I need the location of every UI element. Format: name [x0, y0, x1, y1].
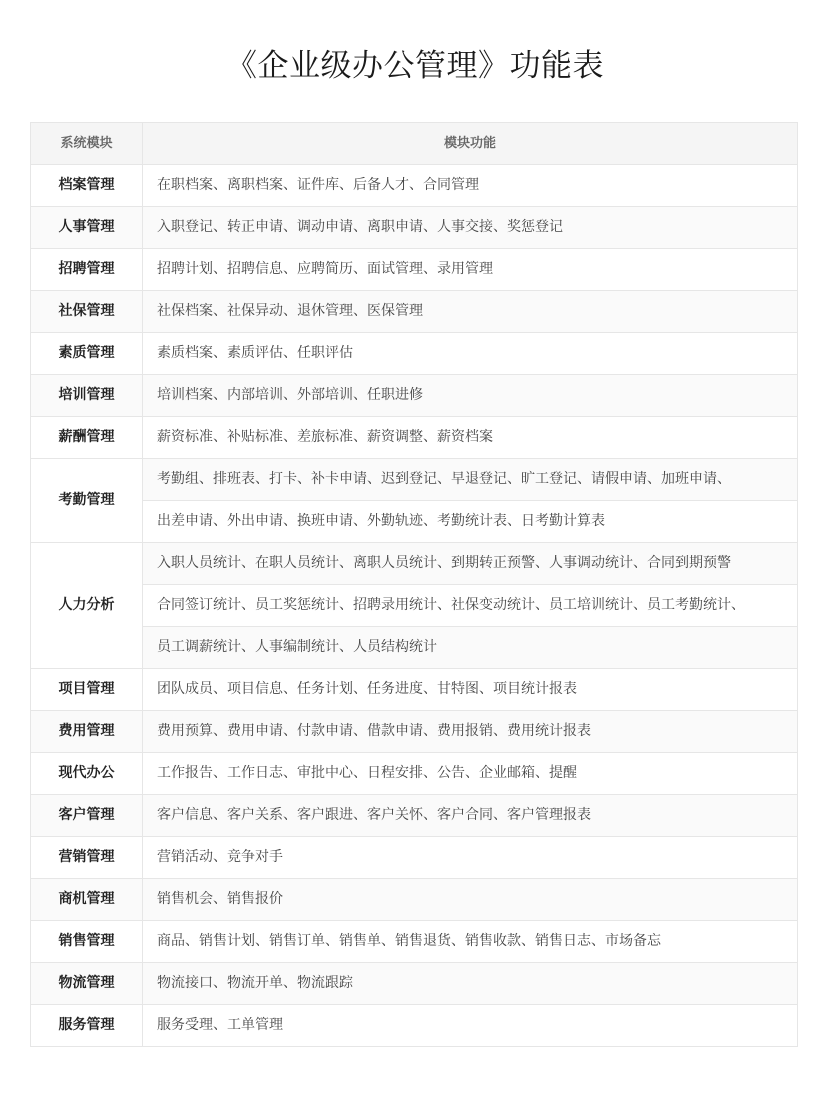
module-name-cell: 招聘管理: [31, 249, 143, 291]
module-function-cell: 客户信息、客户关系、客户跟进、客户关怀、客户合同、客户管理报表: [143, 795, 798, 837]
module-function-cell: 素质档案、素质评估、任职评估: [143, 333, 798, 375]
column-header-function: 模块功能: [143, 123, 798, 165]
module-name-cell: 人力分析: [31, 543, 143, 669]
table-row: [31, 921, 798, 963]
module-function-cell: 在职档案、离职档案、证件库、后备人才、合同管理: [143, 165, 798, 207]
module-name-cell: 培训管理: [31, 375, 143, 417]
module-name-cell: 物流管理: [31, 963, 143, 1005]
module-function-cell: 培训档案、内部培训、外部培训、任职进修: [143, 375, 798, 417]
module-name-cell: 现代办公: [31, 753, 143, 795]
table-row: [31, 711, 798, 753]
module-name-cell: 客户管理: [31, 795, 143, 837]
table-header-row: [31, 123, 798, 165]
table-row: [31, 459, 798, 501]
table-row: [31, 375, 798, 417]
module-function-cell: 薪资标准、补贴标准、差旅标准、薪资调整、薪资档案: [143, 417, 798, 459]
module-name-cell: 商机管理: [31, 879, 143, 921]
module-function-cell: 工作报告、工作日志、审批中心、日程安排、公告、企业邮箱、提醒: [143, 753, 798, 795]
module-function-cell: 入职人员统计、在职人员统计、离职人员统计、到期转正预警、人事调动统计、合同到期预警: [143, 543, 798, 585]
table-row: [31, 879, 798, 921]
module-function-cell: 物流接口、物流开单、物流跟踪: [143, 963, 798, 1005]
module-function-cell: 销售机会、销售报价: [143, 879, 798, 921]
module-function-cell: 费用预算、费用申请、付款申请、借款申请、费用报销、费用统计报表: [143, 711, 798, 753]
module-function-cell: 入职登记、转正申请、调动申请、离职申请、人事交接、奖惩登记: [143, 207, 798, 249]
table-row: [31, 333, 798, 375]
table-row: [31, 963, 798, 1005]
module-function-cell: 出差申请、外出申请、换班申请、外勤轨迹、考勤统计表、日考勤计算表: [143, 501, 798, 543]
module-name-cell: 销售管理: [31, 921, 143, 963]
module-name-cell: 档案管理: [31, 165, 143, 207]
module-name-cell: 项目管理: [31, 669, 143, 711]
module-function-cell: 团队成员、项目信息、任务计划、任务进度、甘特图、项目统计报表: [143, 669, 798, 711]
table-row: [31, 207, 798, 249]
module-function-cell: 社保档案、社保异动、退休管理、医保管理: [143, 291, 798, 333]
module-name-cell: 营销管理: [31, 837, 143, 879]
table-row: [31, 669, 798, 711]
table-row: [31, 837, 798, 879]
module-function-cell: 服务受理、工单管理: [143, 1005, 798, 1047]
module-function-cell: 合同签订统计、员工奖惩统计、招聘录用统计、社保变动统计、员工培训统计、员工考勤统计、: [143, 585, 798, 627]
module-function-cell: 员工调薪统计、人事编制统计、人员结构统计: [143, 627, 798, 669]
table-row: [31, 249, 798, 291]
module-name-cell: 人事管理: [31, 207, 143, 249]
table-row: [31, 795, 798, 837]
table-row: [31, 627, 798, 669]
module-function-cell: 商品、销售计划、销售订单、销售单、销售退货、销售收款、销售日志、市场备忘: [143, 921, 798, 963]
module-name-cell: 服务管理: [31, 1005, 143, 1047]
module-function-cell: 招聘计划、招聘信息、应聘简历、面试管理、录用管理: [143, 249, 798, 291]
page-title: 《企业级办公管理》功能表: [226, 48, 604, 84]
module-name-cell: 薪酬管理: [31, 417, 143, 459]
table-row: [31, 417, 798, 459]
module-name-cell: 费用管理: [31, 711, 143, 753]
table-row: [31, 1005, 798, 1047]
function-table: [30, 122, 798, 1047]
module-function-cell: 营销活动、竞争对手: [143, 837, 798, 879]
table-row: [31, 501, 798, 543]
module-name-cell: 社保管理: [31, 291, 143, 333]
table-row: [31, 543, 798, 585]
table-row: [31, 585, 798, 627]
module-name-cell: 考勤管理: [31, 459, 143, 543]
module-function-cell: 考勤组、排班表、打卡、补卡申请、迟到登记、早退登记、旷工登记、请假申请、加班申请、: [143, 459, 798, 501]
module-name-cell: 素质管理: [31, 333, 143, 375]
table-row: [31, 291, 798, 333]
table-row: [31, 165, 798, 207]
table-row: [31, 753, 798, 795]
column-header-module: 系统模块: [31, 123, 143, 165]
table-body: [31, 165, 798, 1047]
